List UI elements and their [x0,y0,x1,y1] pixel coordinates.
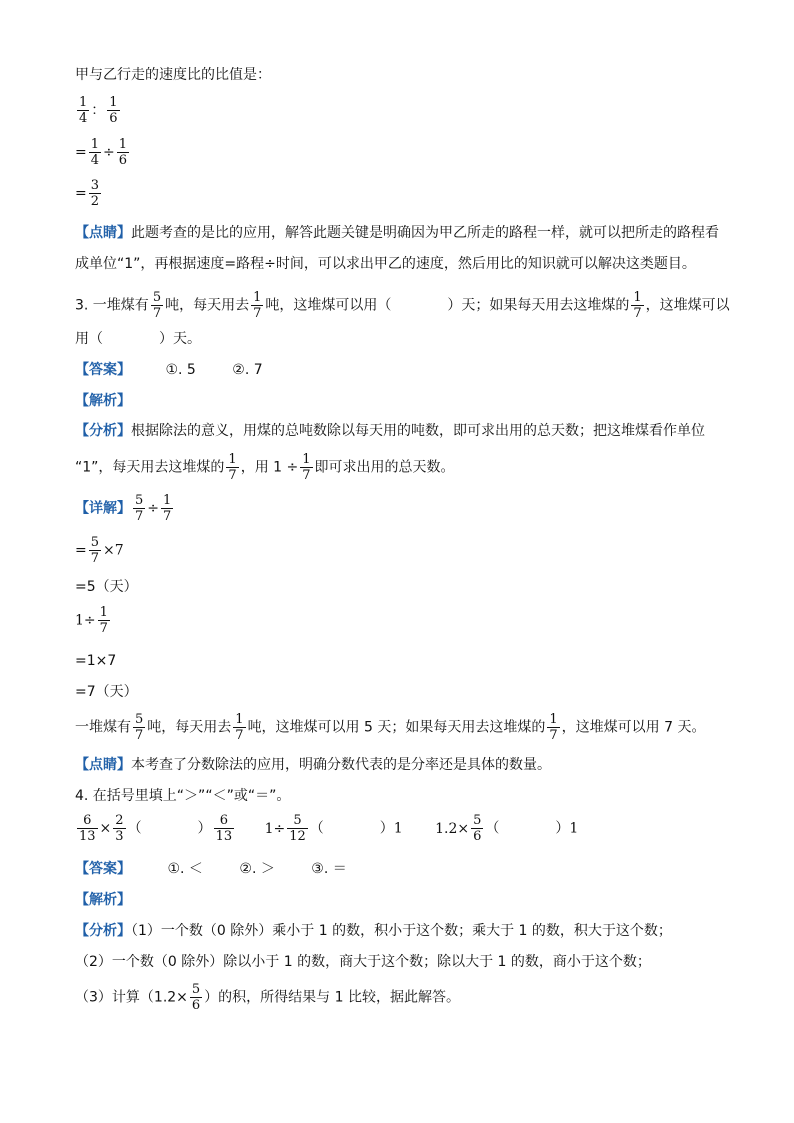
fraction: $\frac{5}{7}$ [152,290,162,321]
fraction: $\frac{5}{7}$ [90,535,100,566]
q3-step-4: 1÷ $\frac{1}{7}$ [75,605,108,636]
fraction: $\frac{5}{7}$ [135,493,144,524]
fraction: $\frac{5}{6}$ [473,813,482,844]
fenxi-tag: 【分析】 [75,923,131,939]
dianjing-tag: 【点睛】 [75,757,131,773]
q3-jiexi-tag: 【解析】 [75,393,131,409]
fraction: $\frac{1}{7}$ [302,452,311,483]
question-3-line2: 用（ ）天。 [75,331,201,347]
fraction: $\frac{1}{4}$ [90,137,100,168]
q4-jiexi-tag: 【解析】 [75,892,131,908]
answer-tag: 【答案】 [75,861,131,877]
q3-step-6: =7（天） [75,684,138,700]
fraction: $\frac{6}{13}$ [79,813,96,844]
blank[interactable]: （ ） [127,820,212,837]
fraction: $\frac{1}{7}$ [253,290,262,321]
fraction: $\frac{1}{7}$ [99,605,108,636]
question-3: 3. 一堆煤有 $\frac{5}{7}$ 吨，每天用去 $\frac{1}{7}$ 吨，这堆煤可以用（ ）天；如果每天用去这堆煤的 $\frac{1}{7}$ ，这堆煤可以 [75,290,730,321]
ratio-expression: $\frac{1}{4}$ ： $\frac{1}{6}$ [79,95,118,126]
fraction: $\frac{1}{7}$ [633,290,642,321]
q3-fenxi-line2: “1”，每天用去这堆煤的 $\frac{1}{7}$ ，用 1 ÷ $\frac{1}{7}$ 即可求出用的总天数。 [75,452,455,483]
blank[interactable]: （ ） [309,820,394,837]
fraction: $\frac{1}{7}$ [228,452,237,483]
q4-fenxi-line1: 【分析】（1）一个数（0 除外）乘小于 1 的数，积小于这个数；乘大于 1 的数，积大于这个数； [75,923,672,939]
fraction: $\frac{1}{4}$ [79,95,88,126]
fraction: $\frac{5}{7}$ [135,712,144,743]
fraction: $\frac{1}{7}$ [549,712,558,743]
ratio-step-2: = $\frac{1}{4}$ ÷ $\frac{1}{6}$ [75,137,128,168]
q3-xiangjie: 【详解】 $\frac{5}{7}$ ÷ $\frac{1}{7}$ [75,493,172,524]
q4-answer: 【答案】 ①. ＜ ②. ＞ ③. ＝ [75,861,347,877]
answer-tag: 【答案】 [75,362,131,378]
question-4-expressions: $\frac{6}{13}$ × $\frac{2}{3}$ （ ） $\frac{6}{13}$ 1÷ $\frac{5}{12}$ （ ）1 1.2× $\frac{5}{6}$ （ ）1 [79,813,579,844]
fraction: $\frac{3}{2}$ [90,178,100,209]
blank[interactable]: （ ） [485,820,570,837]
intro-text: 甲与乙行走的速度比的比值是： [75,67,271,83]
q3-answer: 【答案】 ①. 5 ②. 7 [75,362,263,378]
fraction: $\frac{1}{7}$ [235,712,244,743]
ratio-step-3: = $\frac{3}{2}$ [75,178,100,209]
fraction: $\frac{1}{6}$ [109,95,118,126]
dianjing-tag: 【点睛】 [75,225,131,241]
fraction: $\frac{5}{6}$ [191,982,201,1013]
fenxi-tag: 【分析】 [75,423,131,439]
xiangjie-tag: 【详解】 [75,500,131,517]
fraction: $\frac{1}{6}$ [118,137,128,168]
q3-fenxi-line1: 【分析】根据除法的意义，用煤的总吨数除以每天用的吨数，即可求出用的总天数；把这堆煤看作单位 [75,423,705,439]
q3-step-5: =1×7 [75,653,117,669]
q3-step-3: =5（天） [75,579,138,595]
q4-fenxi-line3: （3）计算（1.2× $\frac{5}{6}$ ）的积，所得结果与 1 比较，据此解答。 [75,982,460,1013]
fraction: $\frac{2}{3}$ [115,813,124,844]
q4-fenxi-line2: （2）一个数（0 除外）除以小于 1 的数，商大于这个数；除以大于 1 的数，商小于这个数； [75,954,651,970]
fraction: $\frac{5}{12}$ [289,813,306,844]
q3-step-2: = $\frac{5}{7}$ ×7 [75,535,124,566]
q3-summary: 一堆煤有 $\frac{5}{7}$ 吨，每天用去 $\frac{1}{7}$ 吨，这堆煤可以用 5 天；如果每天用去这堆煤的 $\frac{1}{7}$ ，这堆煤可以用 7 天。 [75,712,706,743]
fraction: $\frac{6}{13}$ [215,813,233,844]
q3-dianjing: 【点睛】本考查了分数除法的应用，明确分数代表的是分率还是具体的数量。 [75,757,551,773]
question-4-title: 4. 在括号里填上“＞”“＜”或“＝”。 [75,788,291,804]
fraction: $\frac{1}{7}$ [163,493,172,524]
dianjing-paragraph-line2: 成单位“1”，再根据速度=路程÷时间，可以求出甲乙的速度，然后用比的知识就可以解决这类题目。 [75,256,696,272]
dianjing-paragraph-line1: 【点睛】此题考查的是比的应用，解答此题关键是明确因为甲乙所走的路程一样，就可以把所走的路程看 [75,225,719,241]
